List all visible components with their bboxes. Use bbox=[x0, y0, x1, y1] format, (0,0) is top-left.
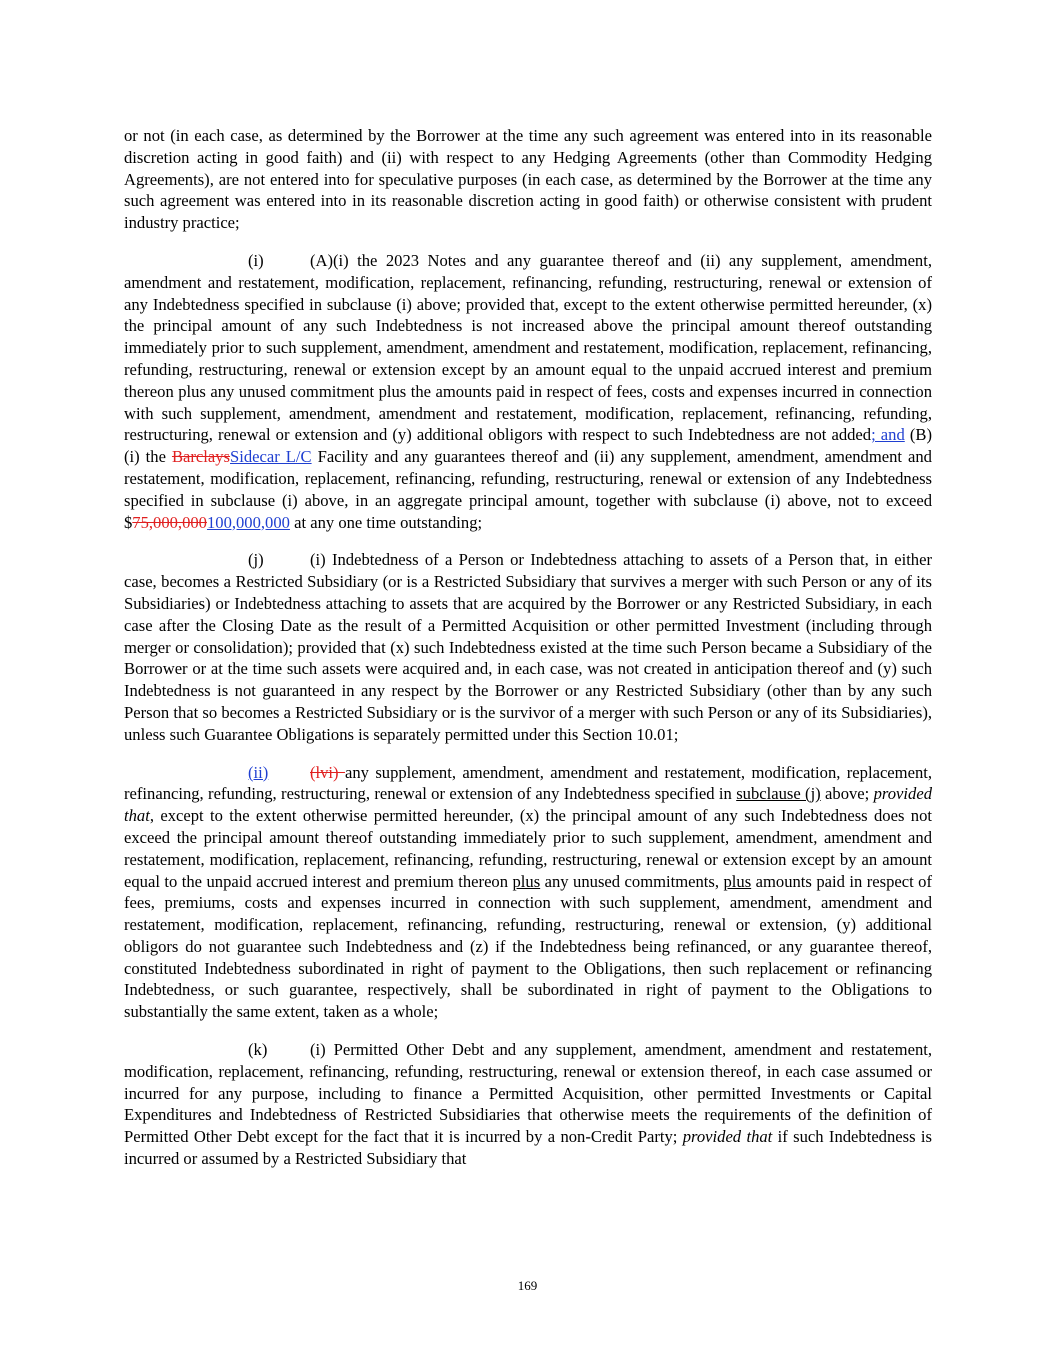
inserted-text: Sidecar L/C bbox=[230, 447, 312, 467]
underlined-text: subclause (j) bbox=[736, 784, 821, 804]
clause-text: , except to the extent otherwise permitted hereunder, (x) the principal amount of any such Indebtedness does not exceed the principal amount thereof outstanding immediately prior to such supplement, amendment, amendment and restatement, modification, replacement, refinancing, refunding, restructuring, renewal or extension except by an amount equal to the unpaid accrued interest and premium thereon bbox=[124, 806, 932, 891]
paragraph-clause-j bbox=[124, 549, 932, 745]
clause-text: Facility and any guarantees thereof and (ii) any supplement, amendment, amendment and restatement, modification, replacement, refinancing, refunding, restructuring, renewal or extension of any Indebtedness specified in subclause (i) above, in an aggregate principal amount, together with subclause (i) above, not to exceed $ bbox=[124, 447, 932, 532]
paragraph-clause-j-ii bbox=[124, 762, 932, 1024]
clause-text: (A)(i) the 2023 Notes and any guarantee thereof and (ii) any supplement, amendment, amendment and restatement, modification, replacement, refinancing, refunding, restructuring, renewal or extension of any Indebtedness specified in subclause (i) above; provided that, except to the extent otherwise permitted hereunder, (x) the principal amount of any such Indebtedness is not increased above the principal amount thereof outstanding immediately prior to such supplement, amendment, amendment and restatement, modification, replacement, refinancing, refunding, restructuring, renewal or extension except by an amount equal to the unpaid accrued interest and premium thereon plus any unused commitment plus the amounts paid in respect of fees, costs and expenses incurred in connection with such supplement, amendment, amendment and restatement, modification, replacement, refinancing, refunding, restructuring, renewal or extension and (y) additional obligors with respect to such Indebtedness are not added bbox=[124, 250, 932, 445]
italic-text: provided that bbox=[682, 1127, 773, 1147]
page-number: 169 bbox=[517, 1278, 538, 1293]
clause-marker: (i) bbox=[248, 250, 264, 270]
inserted-marker: (ii) bbox=[248, 762, 269, 782]
inserted-amount: 100,000,000 bbox=[206, 512, 290, 532]
paragraph-hedging-continuation bbox=[124, 125, 932, 234]
italic-text: provided that bbox=[124, 784, 932, 826]
document-body bbox=[124, 125, 932, 1186]
inserted-text: ; and bbox=[871, 425, 905, 445]
clause-text: at any one time outstanding; bbox=[289, 512, 483, 532]
clause-marker: (k) bbox=[248, 1040, 268, 1060]
clause-text: any unused commitments, bbox=[540, 871, 724, 891]
clause-text: (i) Indebtedness of a Person or Indebtedness attaching to assets of a Person that, in either case, becomes a Restricted Subsidiary (or is a Restricted Subsidiary that survives a merger with such Person or any of its Subsidiaries) or Indebtedness attaching to assets that are acquired by the Borrower or any Restricted Subsidiary, in each case after the Closing Date as the result of a Permitted Acquisition or other permitted Investment (including through merger or consolidation); provided that (x) such Indebtedness existed at the time such Person became a Subsidiary of the Borrower or at the time such assets were acquired and, in each case, was not created in anticipation thereof and (y) such Indebtedness is not guaranteed in any respect by the Borrower or any Restricted Subsidiary (other than by any such Person that so becomes a Restricted Subsidiary or is the survivor of a merger with such Person or any of its Subsidiaries), unless such Guarantee Obligations is separately permitted under this Section 10.01; bbox=[124, 550, 932, 744]
clause-text: (B) (i) the bbox=[124, 425, 932, 467]
underlined-text: plus bbox=[512, 871, 541, 891]
clause-text: any supplement, amendment, amendment and restatement, modification, replacement, refinancing, refunding, restructuring, renewal or extension of any Indebtedness specified in bbox=[124, 762, 933, 804]
deleted-text: Barclays bbox=[171, 447, 231, 467]
paragraph-clause-i bbox=[124, 250, 932, 533]
deleted-amount: 75,000,000 bbox=[132, 512, 207, 532]
underlined-text: plus bbox=[723, 871, 752, 891]
clause-text: amounts paid in respect of fees, premiums, costs and expenses incurred in connection with such supplement, amendment, amendment and restatement, modification, replacement, refinancing, refunding, restructuring, renewal or extension, (y) additional obligors do not guarantee such Indebtedness and (z) if the Indebtedness being refinanced, or any guarantee thereof, constituted Indebtedness subordinated in right of payment to the Obligations, then such replacement or refinancing Indebtedness, or such guarantee, respectively, shall be subordinated in right of payment to the Obligations to substantially the same extent, taken as a whole; bbox=[124, 871, 932, 1022]
clause-text: above; bbox=[820, 784, 874, 804]
clause-text: if such Indebtedness is incurred or assumed by a Restricted Subsidiary that bbox=[124, 1127, 932, 1169]
paragraph-clause-k bbox=[124, 1039, 932, 1170]
clause-text: (i) Permitted Other Debt and any supplement, amendment, amendment and restatement, modification, replacement, refinancing, refunding, restructuring, renewal or extension thereof, in each case assumed or incurred for any purpose, including to finance a Permitted Acquisition, other permitted Investments or Capital Expenditures and Indebtedness of Restricted Subsidiaries that otherwise meets the requirements of the definition of Permitted Other Debt except for the fact that it is incurred by a non-Credit Party; bbox=[124, 1040, 932, 1147]
paragraph-text: or not (in each case, as determined by the Borrower at the time any such agreement was entered into in its reasonable discretion acting in good faith) and (ii) with respect to any Hedging Agreements (other than Commodity Hedging Agreements), are not entered into for speculative purposes (in each case, as determined by the Borrower at the time any such agreement was entered into in its reasonable discretion acting in good faith) or otherwise consistent with prudent industry practice; bbox=[124, 126, 932, 233]
clause-marker: (j) bbox=[248, 550, 264, 570]
deleted-marker: (lvi) bbox=[310, 762, 345, 782]
